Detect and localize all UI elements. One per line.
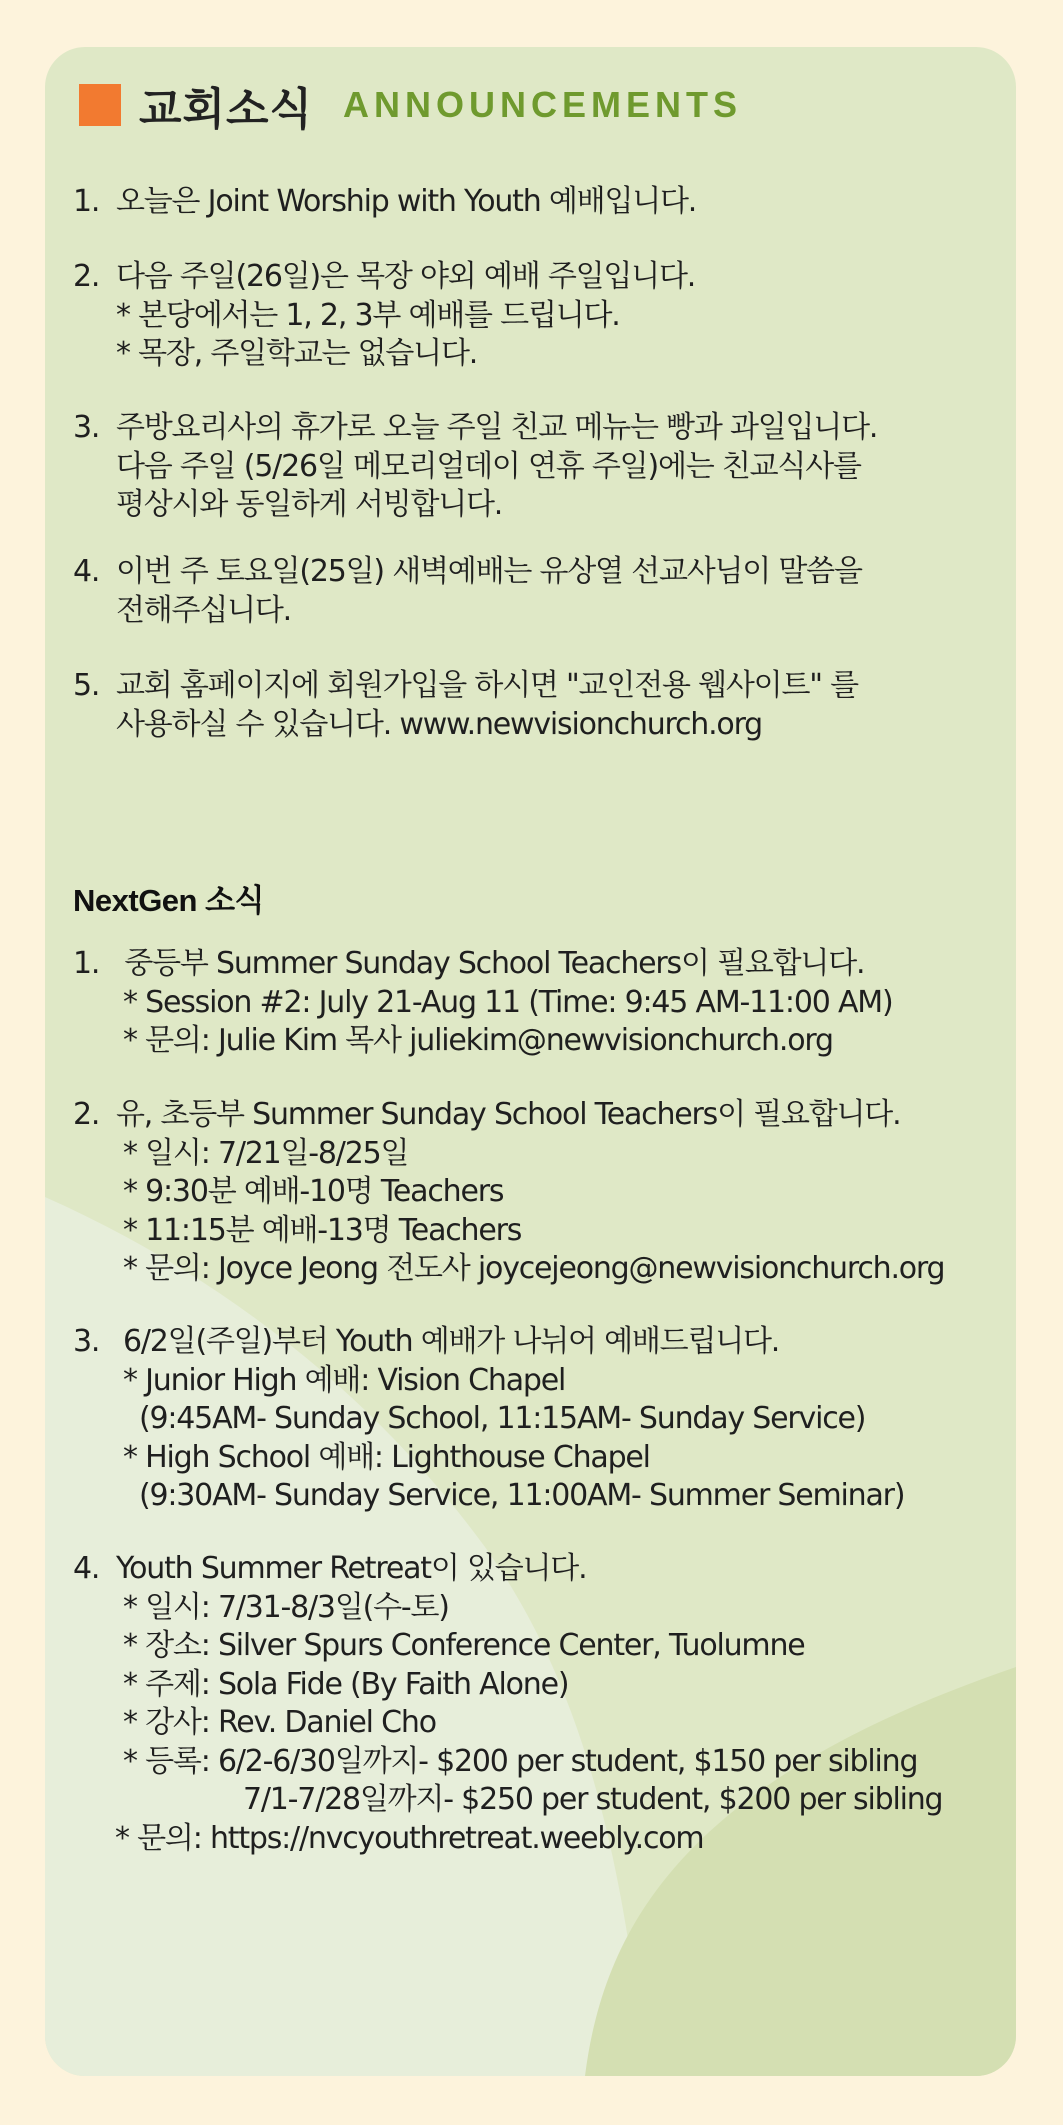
nextgen-title: NextGen 소식 xyxy=(73,883,264,918)
announcements-card xyxy=(45,47,1016,2076)
section-header xyxy=(79,75,742,135)
nextgen-item: 3. 6/2일(주일)부터 Youth 예배가 나뉘어 예배드립니다. * Junior High 예배: Vision Chapel (9:45AM- Sunday School, 11:15AM- Sunday Service) * High School 예배: Lighthouse Chapel (9:30AM- Sunday Service, 11:00AM- Summer Seminar) xyxy=(73,1324,905,1513)
title-korean: 교회소식 xyxy=(139,84,314,135)
announcement-item: 1. 오늘은 Joint Worship with Youth 예배입니다. xyxy=(73,184,697,219)
announcement-list xyxy=(73,258,1003,374)
announcement-list xyxy=(73,409,1003,525)
announcement-item: 5. 교회 홈페이지에 회원가입을 하시면 "교인전용 웹사이트" 를 사용하실 수 있습니다. www.newvisionchurch.org xyxy=(73,668,858,742)
nextgen-list xyxy=(73,945,1003,1061)
nextgen-item: 1. 중등부 Summer Sunday School Teachers이 필요합니다. * Session #2: July 21-Aug 11 (Time: 9:45 AM-11:00 AM) * 문의: Julie Kim 목사 juliekim@newvisionchurch.org xyxy=(73,946,893,1058)
orange-square-icon xyxy=(79,84,121,126)
announcement-list xyxy=(73,553,1003,630)
announcement-list xyxy=(73,183,1003,222)
nextgen-list xyxy=(73,1550,1003,1858)
announcement-item: 2. 다음 주일(26일)은 목장 야외 예배 주일입니다. * 본당에서는 1, 2, 3부 예배를 드립니다. * 목장, 주일학교는 없습니다. xyxy=(73,259,696,371)
announcement-list xyxy=(73,667,1003,744)
nextgen-list xyxy=(73,1323,1003,1516)
nextgen-list xyxy=(73,1096,1003,1289)
nextgen-item: 2. 유, 초등부 Summer Sunday School Teachers이 필요합니다. * 일시: 7/21일-8/25일 * 9:30분 예배-10명 Teachers * 11:15분 예배-13명 Teachers * 문의: Joyce Jeong 전도사 joycejeong@newvisionchurch.org xyxy=(73,1097,945,1286)
announcement-item: 3. 주방요리사의 휴가로 오늘 주일 친교 메뉴는 빵과 과일입니다. 다음 주일 (5/26일 메모리얼데이 연휴 주일)에는 친교식사를 평상시와 동일하게 서빙합니다. xyxy=(73,410,878,522)
nextgen-item: 4. Youth Summer Retreat이 있습니다. * 일시: 7/31-8/3일(수-토) * 장소: Silver Spurs Conference Center, Tuolumne * 주제: Sola Fide (By Faith Alone) * 강사: Rev. Daniel Cho * 등록: 6/2-6/30일까지- $200 per student, $150 per sibling 7/1-7/28일까지- $250 per student, $200 per sibling * 문의: https://nvcyouthretreat.weebly.com xyxy=(73,1551,943,1856)
announcement-item: 4. 이번 주 토요일(25일) 새벽예배는 유상열 선교사님이 말씀을 전해주십니다. xyxy=(73,554,862,628)
title-english: ANNOUNCEMENTS xyxy=(343,84,743,125)
